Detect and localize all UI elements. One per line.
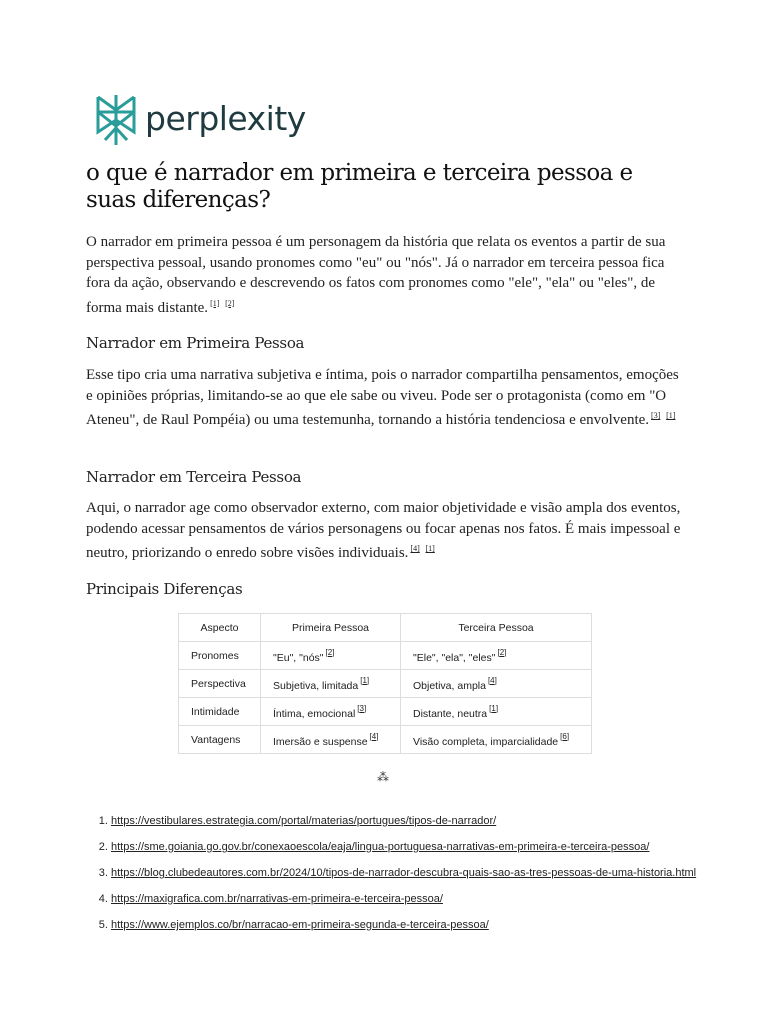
intro-paragraph bbox=[86, 232, 686, 318]
table-cell-first: Íntima, emocional [3] bbox=[261, 698, 401, 726]
table-header-row bbox=[179, 614, 592, 642]
reference-item bbox=[111, 864, 711, 882]
citation-link[interactable]: [2] bbox=[225, 298, 235, 308]
reference-item bbox=[111, 838, 711, 856]
table-cell-third: Visão completa, imparcialidade [6] bbox=[401, 726, 592, 754]
table-row bbox=[179, 698, 592, 726]
table-header: Aspecto bbox=[179, 614, 261, 642]
reference-item bbox=[111, 812, 711, 830]
table-row bbox=[179, 642, 592, 670]
section-heading-differences: Principais Diferenças bbox=[86, 580, 243, 598]
reference-link[interactable]: https://maxigrafica.com.br/narrativas-em-primeira-e-terceira-pessoa/ bbox=[111, 893, 443, 905]
reference-item bbox=[111, 890, 711, 908]
reference-link[interactable]: https://www.ejemplos.co/br/narracao-em-primeira-segunda-e-terceira-pessoa/ bbox=[111, 919, 489, 931]
table-cell-third: Distante, neutra [1] bbox=[401, 698, 592, 726]
perplexity-logo-icon bbox=[95, 94, 137, 146]
citation-link[interactable]: [3] bbox=[651, 411, 661, 420]
table-cell-aspect: Perspectiva bbox=[179, 670, 261, 698]
third-person-paragraph bbox=[86, 498, 686, 564]
intro-text: O narrador em primeira pessoa é um personagem da história que relata os eventos a partir de sua perspectiva pessoal, usando pronomes como "eu" ou "nós". Já o narrador em terceira pessoa fica fora da ação, observando e descrevendo os fatos com pronomes como "ele", "ela" ou "eles", de forma mais distante. bbox=[86, 234, 666, 316]
citation-link[interactable]: [1] bbox=[360, 675, 370, 685]
brand-name: perplexity bbox=[145, 98, 306, 138]
table-cell-first: "Eu", "nós" [2] bbox=[261, 642, 401, 670]
section-heading-first-person: Narrador em Primeira Pessoa bbox=[86, 334, 305, 352]
table-cell-third: Objetiva, ampla [4] bbox=[401, 670, 592, 698]
reference-link[interactable]: https://sme.goiania.go.gov.br/conexaoescola/eaja/lingua-portuguesa-narrativas-em-primeira-e-terceira-pessoa/ bbox=[111, 841, 650, 853]
reference-item bbox=[111, 916, 711, 934]
citation-link[interactable]: [3] bbox=[357, 703, 367, 713]
section-heading-third-person: Narrador em Terceira Pessoa bbox=[86, 468, 302, 486]
table-cell-aspect: Pronomes bbox=[179, 642, 261, 670]
table-cell-aspect: Intimidade bbox=[179, 698, 261, 726]
citation-link[interactable]: [4] bbox=[487, 675, 497, 685]
citation-link[interactable]: [1] bbox=[425, 544, 435, 553]
third-person-text: Aqui, o narrador age como observador externo, com maior objetividade e visão ampla dos eventos, podendo acessar pensamentos de vários personagens ou focar apenas nos fatos. É mais impessoal e neutro, priorizando o enredo sobre visões individuais. bbox=[86, 500, 681, 561]
reference-link[interactable]: https://vestibulares.estrategia.com/portal/materias/portugues/tipos-de-narrador/ bbox=[111, 815, 497, 827]
first-person-paragraph bbox=[86, 365, 686, 431]
table-cell-first: Subjetiva, limitada [1] bbox=[261, 670, 401, 698]
citation-link[interactable]: [2] bbox=[325, 647, 335, 657]
citation-link[interactable]: [1] bbox=[489, 703, 499, 713]
table-row bbox=[179, 726, 592, 754]
table-header: Primeira Pessoa bbox=[261, 614, 401, 642]
citation-link[interactable]: [4] bbox=[410, 544, 420, 553]
table-cell-third: "Ele", "ela", "eles" [2] bbox=[401, 642, 592, 670]
citation-link[interactable]: [1] bbox=[666, 411, 676, 420]
first-person-text: Esse tipo cria uma narrativa subjetiva e íntima, pois o narrador compartilha pensamentos, emoções e opiniões próprias, limitando-se ao que ele sabe ou viveu. Pode ser o protagonista (como em "O Ateneu", de Raul Pompéia) ou uma testemunha, tornando a história tendenciosa e envolvente. bbox=[86, 367, 679, 428]
page-title: o que é narrador em primeira e terceira pessoa e suas diferenças? bbox=[86, 160, 633, 213]
section-separator: ⁂ bbox=[377, 770, 389, 784]
brand-logo bbox=[95, 94, 306, 146]
citation-link[interactable]: [2] bbox=[497, 647, 507, 657]
table-header: Terceira Pessoa bbox=[401, 614, 592, 642]
citation-link[interactable]: [6] bbox=[560, 731, 570, 741]
citation-link[interactable]: [4] bbox=[369, 731, 379, 741]
table-row bbox=[179, 670, 592, 698]
references-list bbox=[86, 812, 711, 942]
table-cell-first: Imersão e suspense [4] bbox=[261, 726, 401, 754]
reference-link[interactable]: https://blog.clubedeautores.com.br/2024/10/tipos-de-narrador-descubra-quais-sao-as-tres-pessoas-de-uma-historia.html bbox=[111, 867, 697, 879]
citation-link[interactable]: [1] bbox=[210, 298, 220, 308]
table-cell-aspect: Vantagens bbox=[179, 726, 261, 754]
differences-table bbox=[178, 613, 592, 754]
